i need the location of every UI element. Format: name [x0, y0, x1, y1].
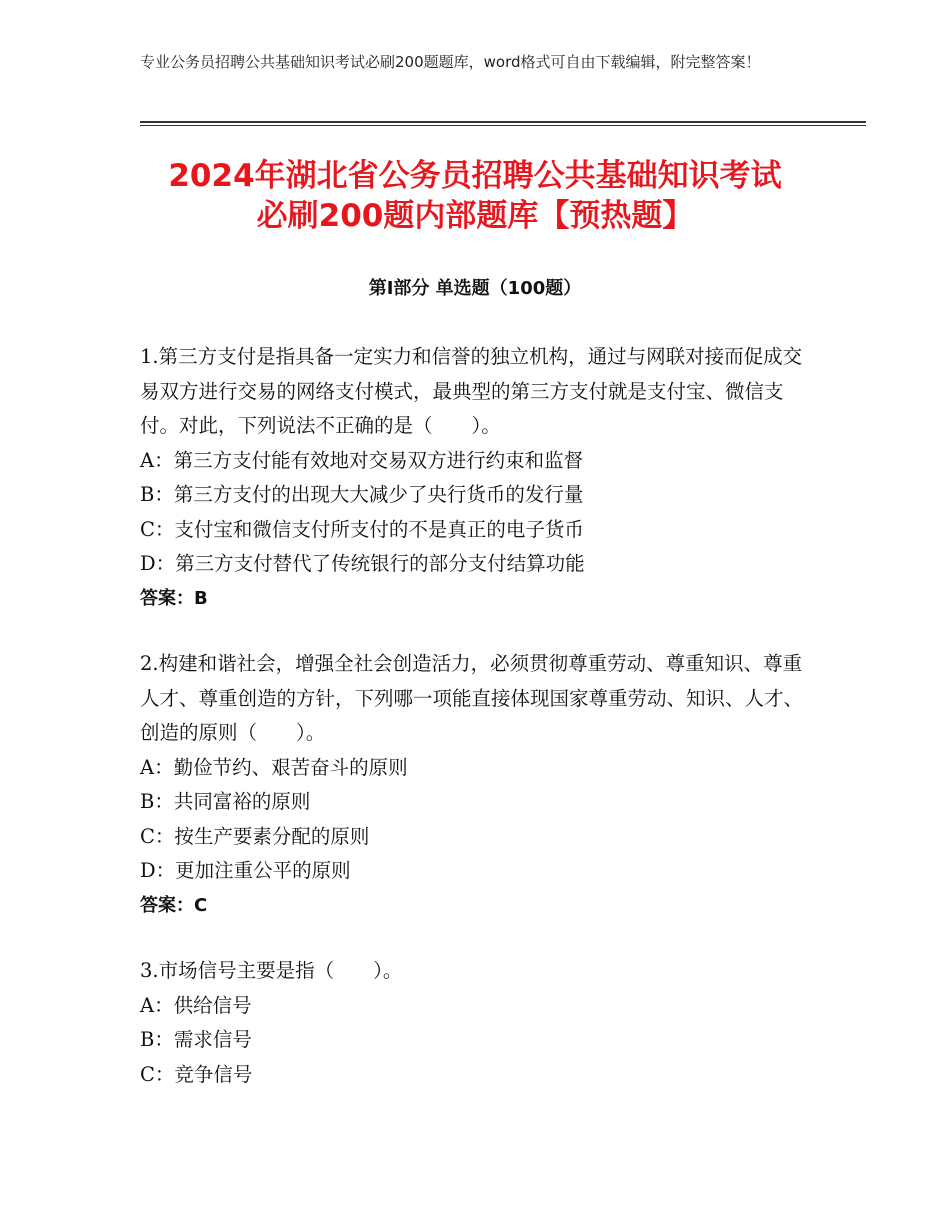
question-list [140, 340, 805, 1123]
option-a: A：第三方支付能有效地对交易双方进行约束和监督 [140, 448, 584, 472]
option-a: A：供给信号 [140, 993, 252, 1017]
option-b: B：共同富裕的原则 [140, 790, 311, 813]
header-rule-thin [140, 125, 866, 126]
header-rule-thick [140, 121, 866, 123]
option-d: D：第三方支付替代了传统银行的部分支付结算功能 [140, 552, 585, 575]
question-1 [140, 340, 805, 616]
option-b: B：第三方支付的出现大大减少了央行货币的发行量 [140, 483, 584, 506]
question-2 [140, 647, 805, 923]
document-title [100, 156, 850, 236]
option-a: A：勤俭节约、艰苦奋斗的原则 [140, 755, 408, 779]
option-c: C：竞争信号 [140, 1062, 253, 1086]
page-header-note: 专业公务员招聘公共基础知识考试必刷200题题库，word格式可自由下载编辑，附完整答案！ [140, 53, 761, 71]
answer-label: 答案：B [140, 587, 208, 609]
question-stem: 2.构建和谐社会，增强全社会创造活力，必须贯彻尊重劳动、尊重知识、尊重人才、尊重创造的方针，下列哪一项能直接体现国家尊重劳动、知识、人才、创造的原则（ ）。 [140, 652, 804, 744]
section-heading: 第Ⅰ部分 单选题（100题） [368, 278, 582, 299]
option-c: C：按生产要素分配的原则 [140, 824, 370, 848]
question-3 [140, 954, 805, 1092]
option-b: B：需求信号 [140, 1028, 252, 1051]
answer-label: 答案：C [140, 894, 208, 916]
document-title-line-2: 必刷200题内部题库【预热题】 [256, 198, 694, 234]
option-c: C：支付宝和微信支付所支付的不是真正的电子货币 [140, 517, 584, 541]
question-stem: 1.第三方支付是指具备一定实力和信誉的独立机构，通过与网联对接而促成交易双方进行交易的网络支付模式，最典型的第三方支付就是支付宝、微信支付。对此，下列说法不正确的是（ ）。 [140, 345, 803, 437]
document-title-line-1: 2024年湖北省公务员招聘公共基础知识考试 [168, 158, 782, 194]
question-stem: 3.市场信号主要是指（ ）。 [140, 959, 403, 982]
option-d: D：更加注重公平的原则 [140, 859, 351, 882]
